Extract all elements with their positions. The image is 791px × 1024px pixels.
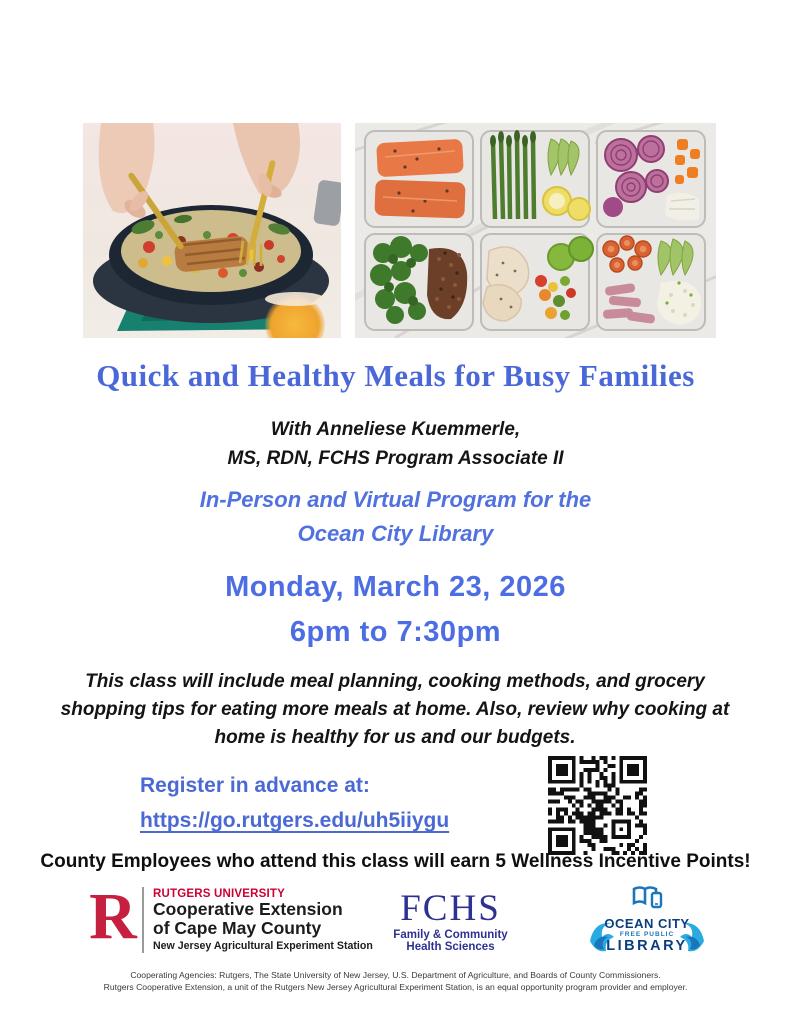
- register-link[interactable]: https://go.rutgers.edu/uh5iiygu: [140, 809, 450, 832]
- registration-block: [140, 768, 560, 838]
- footer-fineprint: [20, 970, 771, 993]
- program-line-1: In-Person and Virtual Program for the: [199, 487, 592, 512]
- fchs-health-sciences-label: Health Sciences: [406, 941, 495, 953]
- presenter-line-2: MS, RDN, FCHS Program Associate II: [227, 448, 564, 469]
- logos-row: [0, 880, 791, 965]
- program-line-2: Ocean City Library: [297, 521, 494, 546]
- library-word-label: LIBRARY: [606, 938, 688, 954]
- footer-line-1: Cooperating Agencies: Rutgers, The State University of New Jersey, U.S. Department of Agriculture, and Boards of County Commissioners.: [130, 970, 661, 980]
- page-title: Quick and Healthy Meals for Busy Families: [96, 358, 695, 393]
- logo-divider: [142, 887, 144, 953]
- qr-code: [548, 756, 647, 855]
- qr-code-image: [548, 756, 647, 855]
- fchs-acronym: FCHS: [400, 888, 501, 929]
- event-time: 6pm to 7:30pm: [289, 616, 502, 648]
- presenter-line-1: With Anneliese Kuemmerle,: [270, 419, 521, 440]
- cape-may-county-label: of Cape May County: [153, 918, 322, 938]
- fchs-logo: [383, 888, 518, 953]
- ocean-city-library-logo: [588, 885, 706, 963]
- register-label: Register in advance at:: [140, 774, 370, 797]
- presenter-block: [0, 415, 791, 473]
- meal-prep-illustration: [355, 123, 716, 338]
- rutgers-r-icon: R: [89, 880, 137, 953]
- salad-bowl-photo: [83, 123, 341, 338]
- footer-line-2: Rutgers Cooperative Extension, a unit of the Rutgers New Jersey Agricultural Experiment Station, is an equal opportunity program provider and employer.: [103, 981, 688, 992]
- book-and-phone-icon: [630, 885, 664, 909]
- rutgers-logo-text: [153, 887, 373, 952]
- cooperative-extension-label: Cooperative Extension: [153, 899, 343, 919]
- library-name-label: OCEAN CITY: [604, 916, 690, 931]
- meal-prep-photo: [355, 123, 716, 338]
- program-block: [0, 483, 791, 551]
- schedule-block: [0, 565, 791, 655]
- event-date: Monday, March 23, 2026: [225, 571, 566, 603]
- wellness-note: County Employees who attend this class will earn 5 Wellness Incentive Points!: [40, 851, 751, 872]
- rutgers-logo: [88, 880, 373, 953]
- library-sub-label: FREE PUBLIC: [619, 931, 675, 938]
- class-description: This class will include meal planning, cooking methods, and grocery shopping tips for eating more meals at home. Also, review why cooking at home is healthy for us and our budgets.: [60, 671, 730, 748]
- rutgers-university-label: RUTGERS UNIVERSITY: [153, 888, 286, 900]
- salad-bowl-illustration: [83, 123, 341, 338]
- njaes-label: New Jersey Agricultural Experiment Station: [153, 940, 373, 952]
- fchs-family-community-label: Family & Community: [393, 929, 508, 941]
